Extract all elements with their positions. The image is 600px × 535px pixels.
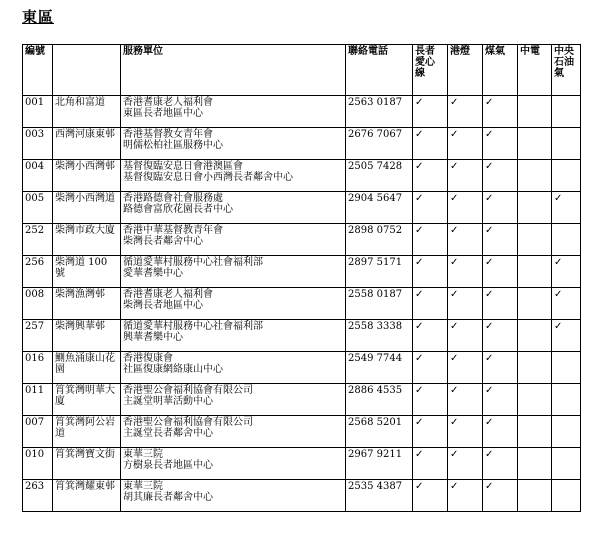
phone-cell: 2558 3338 [346,320,413,352]
service-unit-line: 東區長者地區中心 [123,108,203,119]
service-unit-cell [121,96,346,128]
service-flag-cell [518,288,552,320]
check-icon: ✓ [552,256,581,288]
area-cell: 筲箕灣阿公岩道 [53,416,121,448]
service-flag-cell [518,160,552,192]
unit-code-cell: 004 [23,160,53,192]
check-icon: ✓ [448,416,483,448]
service-unit-line: 香港路德會社會服務處 [123,193,223,204]
area-cell: 柴灣漁灣邨 [53,288,121,320]
unit-code-cell: 257 [23,320,53,352]
phone-cell: 2886 4535 [346,384,413,416]
unit-code-cell: 003 [23,128,53,160]
service-unit-line: 路德會富欣花園長者中心 [123,204,233,215]
phone-cell: 2897 5171 [346,256,413,288]
unit-code-cell: 252 [23,224,53,256]
service-unit-line: 基督復臨安息日會小西灣長者鄰舍中心 [123,172,293,183]
phone-cell: 2568 5201 [346,416,413,448]
service-unit-line: 主誕堂長者鄰舍中心 [123,428,213,439]
area-cell: 筲箕灣寶文街 [53,448,121,480]
service-unit-cell [121,480,346,512]
service-unit-cell [121,448,346,480]
check-icon: ✓ [483,416,518,448]
check-icon: ✓ [552,320,581,352]
check-icon: ✓ [413,480,448,512]
column-header [53,45,121,96]
table-row [23,384,581,416]
unit-code-cell: 008 [23,288,53,320]
service-flag-cell [518,352,552,384]
area-cell: 柴灣道 100 號 [53,256,121,288]
phone-cell: 2505 7428 [346,160,413,192]
service-flag-cell [552,96,581,128]
phone-cell: 2563 0187 [346,96,413,128]
area-cell: 柴灣興華邨 [53,320,121,352]
service-flag-cell [518,384,552,416]
service-flag-cell [518,128,552,160]
check-icon: ✓ [448,288,483,320]
service-flag-cell [518,224,552,256]
service-flag-cell [552,352,581,384]
service-unit-line: 方樹泉長者地區中心 [123,460,213,471]
column-header: 服務單位 [121,45,346,96]
service-unit-cell [121,416,346,448]
table-row [23,256,581,288]
table-row [23,320,581,352]
service-unit-cell [121,128,346,160]
phone-cell: 2535 4387 [346,480,413,512]
check-icon: ✓ [448,448,483,480]
column-header: 中央 石油 氣 [552,45,581,96]
column-header: 長者 愛心 線 [413,45,448,96]
table-row [23,480,581,512]
check-icon: ✓ [483,448,518,480]
unit-code-cell: 001 [23,96,53,128]
area-cell: 北角和富道 [53,96,121,128]
check-icon: ✓ [448,224,483,256]
service-unit-cell [121,288,346,320]
check-icon: ✓ [483,288,518,320]
unit-code-cell: 010 [23,448,53,480]
service-flag-cell [518,320,552,352]
check-icon: ✓ [413,160,448,192]
service-unit-line: 循道愛華村服務中心社會福利部 [123,257,263,268]
check-icon: ✓ [448,128,483,160]
check-icon: ✓ [483,224,518,256]
service-unit-line: 興華耆樂中心 [123,332,183,343]
check-icon: ✓ [413,384,448,416]
service-unit-line: 香港聖公會福利協會有限公司 [123,385,253,396]
area-cell: 柴灣市政大廈 [53,224,121,256]
table-row [23,288,581,320]
service-flag-cell [518,192,552,224]
check-icon: ✓ [413,288,448,320]
service-unit-cell [121,256,346,288]
table-row [23,352,581,384]
area-cell: 西灣河康東邨 [53,128,121,160]
check-icon: ✓ [413,224,448,256]
unit-code-cell: 263 [23,480,53,512]
service-flag-cell [552,384,581,416]
check-icon: ✓ [413,448,448,480]
area-cell: 柴灣小西灣邨 [53,160,121,192]
service-unit-line: 基督復臨安息日會港澳區會 [123,161,243,172]
check-icon: ✓ [552,288,581,320]
unit-code-cell: 011 [23,384,53,416]
check-icon: ✓ [413,352,448,384]
service-flag-cell [518,480,552,512]
phone-cell: 2549 7744 [346,352,413,384]
service-unit-line: 香港耆康老人福利會 [123,97,213,108]
table-row [23,448,581,480]
service-unit-line: 香港耆康老人福利會 [123,289,213,300]
table-header-row [23,45,581,96]
service-flag-cell [518,416,552,448]
check-icon: ✓ [448,192,483,224]
phone-cell: 2898 0752 [346,224,413,256]
check-icon: ✓ [448,160,483,192]
service-unit-line: 柴灣長者地區中心 [123,300,203,311]
phone-cell: 2904 5647 [346,192,413,224]
phone-cell: 2558 0187 [346,288,413,320]
column-header: 編號 [23,45,53,96]
check-icon: ✓ [448,384,483,416]
column-header: 煤氣 [483,45,518,96]
check-icon: ✓ [483,384,518,416]
area-cell: 鰂魚涌康山花園 [53,352,121,384]
service-unit-line: 柴灣長者鄰舍中心 [123,236,203,247]
check-icon: ✓ [413,128,448,160]
check-icon: ✓ [483,320,518,352]
check-icon: ✓ [483,160,518,192]
service-unit-cell [121,224,346,256]
check-icon: ✓ [483,128,518,160]
phone-cell: 2967 9211 [346,448,413,480]
check-icon: ✓ [552,192,581,224]
check-icon: ✓ [413,320,448,352]
check-icon: ✓ [413,256,448,288]
check-icon: ✓ [413,192,448,224]
unit-code-cell: 005 [23,192,53,224]
district-heading: 東區 [22,8,55,26]
service-flag-cell [552,448,581,480]
check-icon: ✓ [483,480,518,512]
service-unit-cell [121,384,346,416]
service-unit-cell [121,320,346,352]
service-unit-line: 香港復康會 [123,353,173,364]
check-icon: ✓ [483,352,518,384]
column-header: 中電 [518,45,552,96]
unit-code-cell: 016 [23,352,53,384]
area-cell: 筲箕灣耀東邨 [53,480,121,512]
phone-cell: 2676 7067 [346,128,413,160]
service-unit-line: 香港中華基督教青年會 [123,225,223,236]
check-icon: ✓ [413,96,448,128]
area-cell: 柴灣小西灣道 [53,192,121,224]
table-row [23,224,581,256]
check-icon: ✓ [448,96,483,128]
check-icon: ✓ [483,256,518,288]
table-body [23,96,581,512]
table-row [23,128,581,160]
service-flag-cell [552,224,581,256]
check-icon: ✓ [448,480,483,512]
check-icon: ✓ [448,256,483,288]
check-icon: ✓ [483,192,518,224]
table-row [23,192,581,224]
service-flag-cell [518,96,552,128]
unit-code-cell: 007 [23,416,53,448]
column-header: 聯絡電話 [346,45,413,96]
service-units-table [22,44,581,512]
service-flag-cell [552,128,581,160]
service-unit-line: 香港聖公會福利協會有限公司 [123,417,253,428]
check-icon: ✓ [413,416,448,448]
service-flag-cell [552,416,581,448]
service-flag-cell [518,256,552,288]
column-header: 港燈 [448,45,483,96]
service-unit-cell [121,352,346,384]
service-unit-line: 循道愛華村服務中心社會福利部 [123,321,263,332]
service-unit-cell [121,192,346,224]
check-icon: ✓ [483,96,518,128]
area-cell: 筲箕灣明華大廈 [53,384,121,416]
check-icon: ✓ [448,320,483,352]
service-unit-line: 明儒松柏社區服務中心 [123,140,223,151]
service-unit-line: 胡其廉長者鄰舍中心 [123,492,213,503]
service-flag-cell [552,160,581,192]
check-icon: ✓ [448,352,483,384]
service-flag-cell [518,448,552,480]
service-unit-line: 東華三院 [123,449,163,460]
service-flag-cell [552,480,581,512]
unit-code-cell: 256 [23,256,53,288]
service-unit-line: 主誕堂明華活動中心 [123,396,213,407]
service-unit-cell [121,160,346,192]
service-unit-line: 愛華耆樂中心 [123,268,183,279]
table-row [23,96,581,128]
table-row [23,416,581,448]
service-unit-line: 東華三院 [123,481,163,492]
table-row [23,160,581,192]
service-unit-line: 香港基督教女青年會 [123,129,213,140]
service-unit-line: 社區復康網絡康山中心 [123,364,223,375]
